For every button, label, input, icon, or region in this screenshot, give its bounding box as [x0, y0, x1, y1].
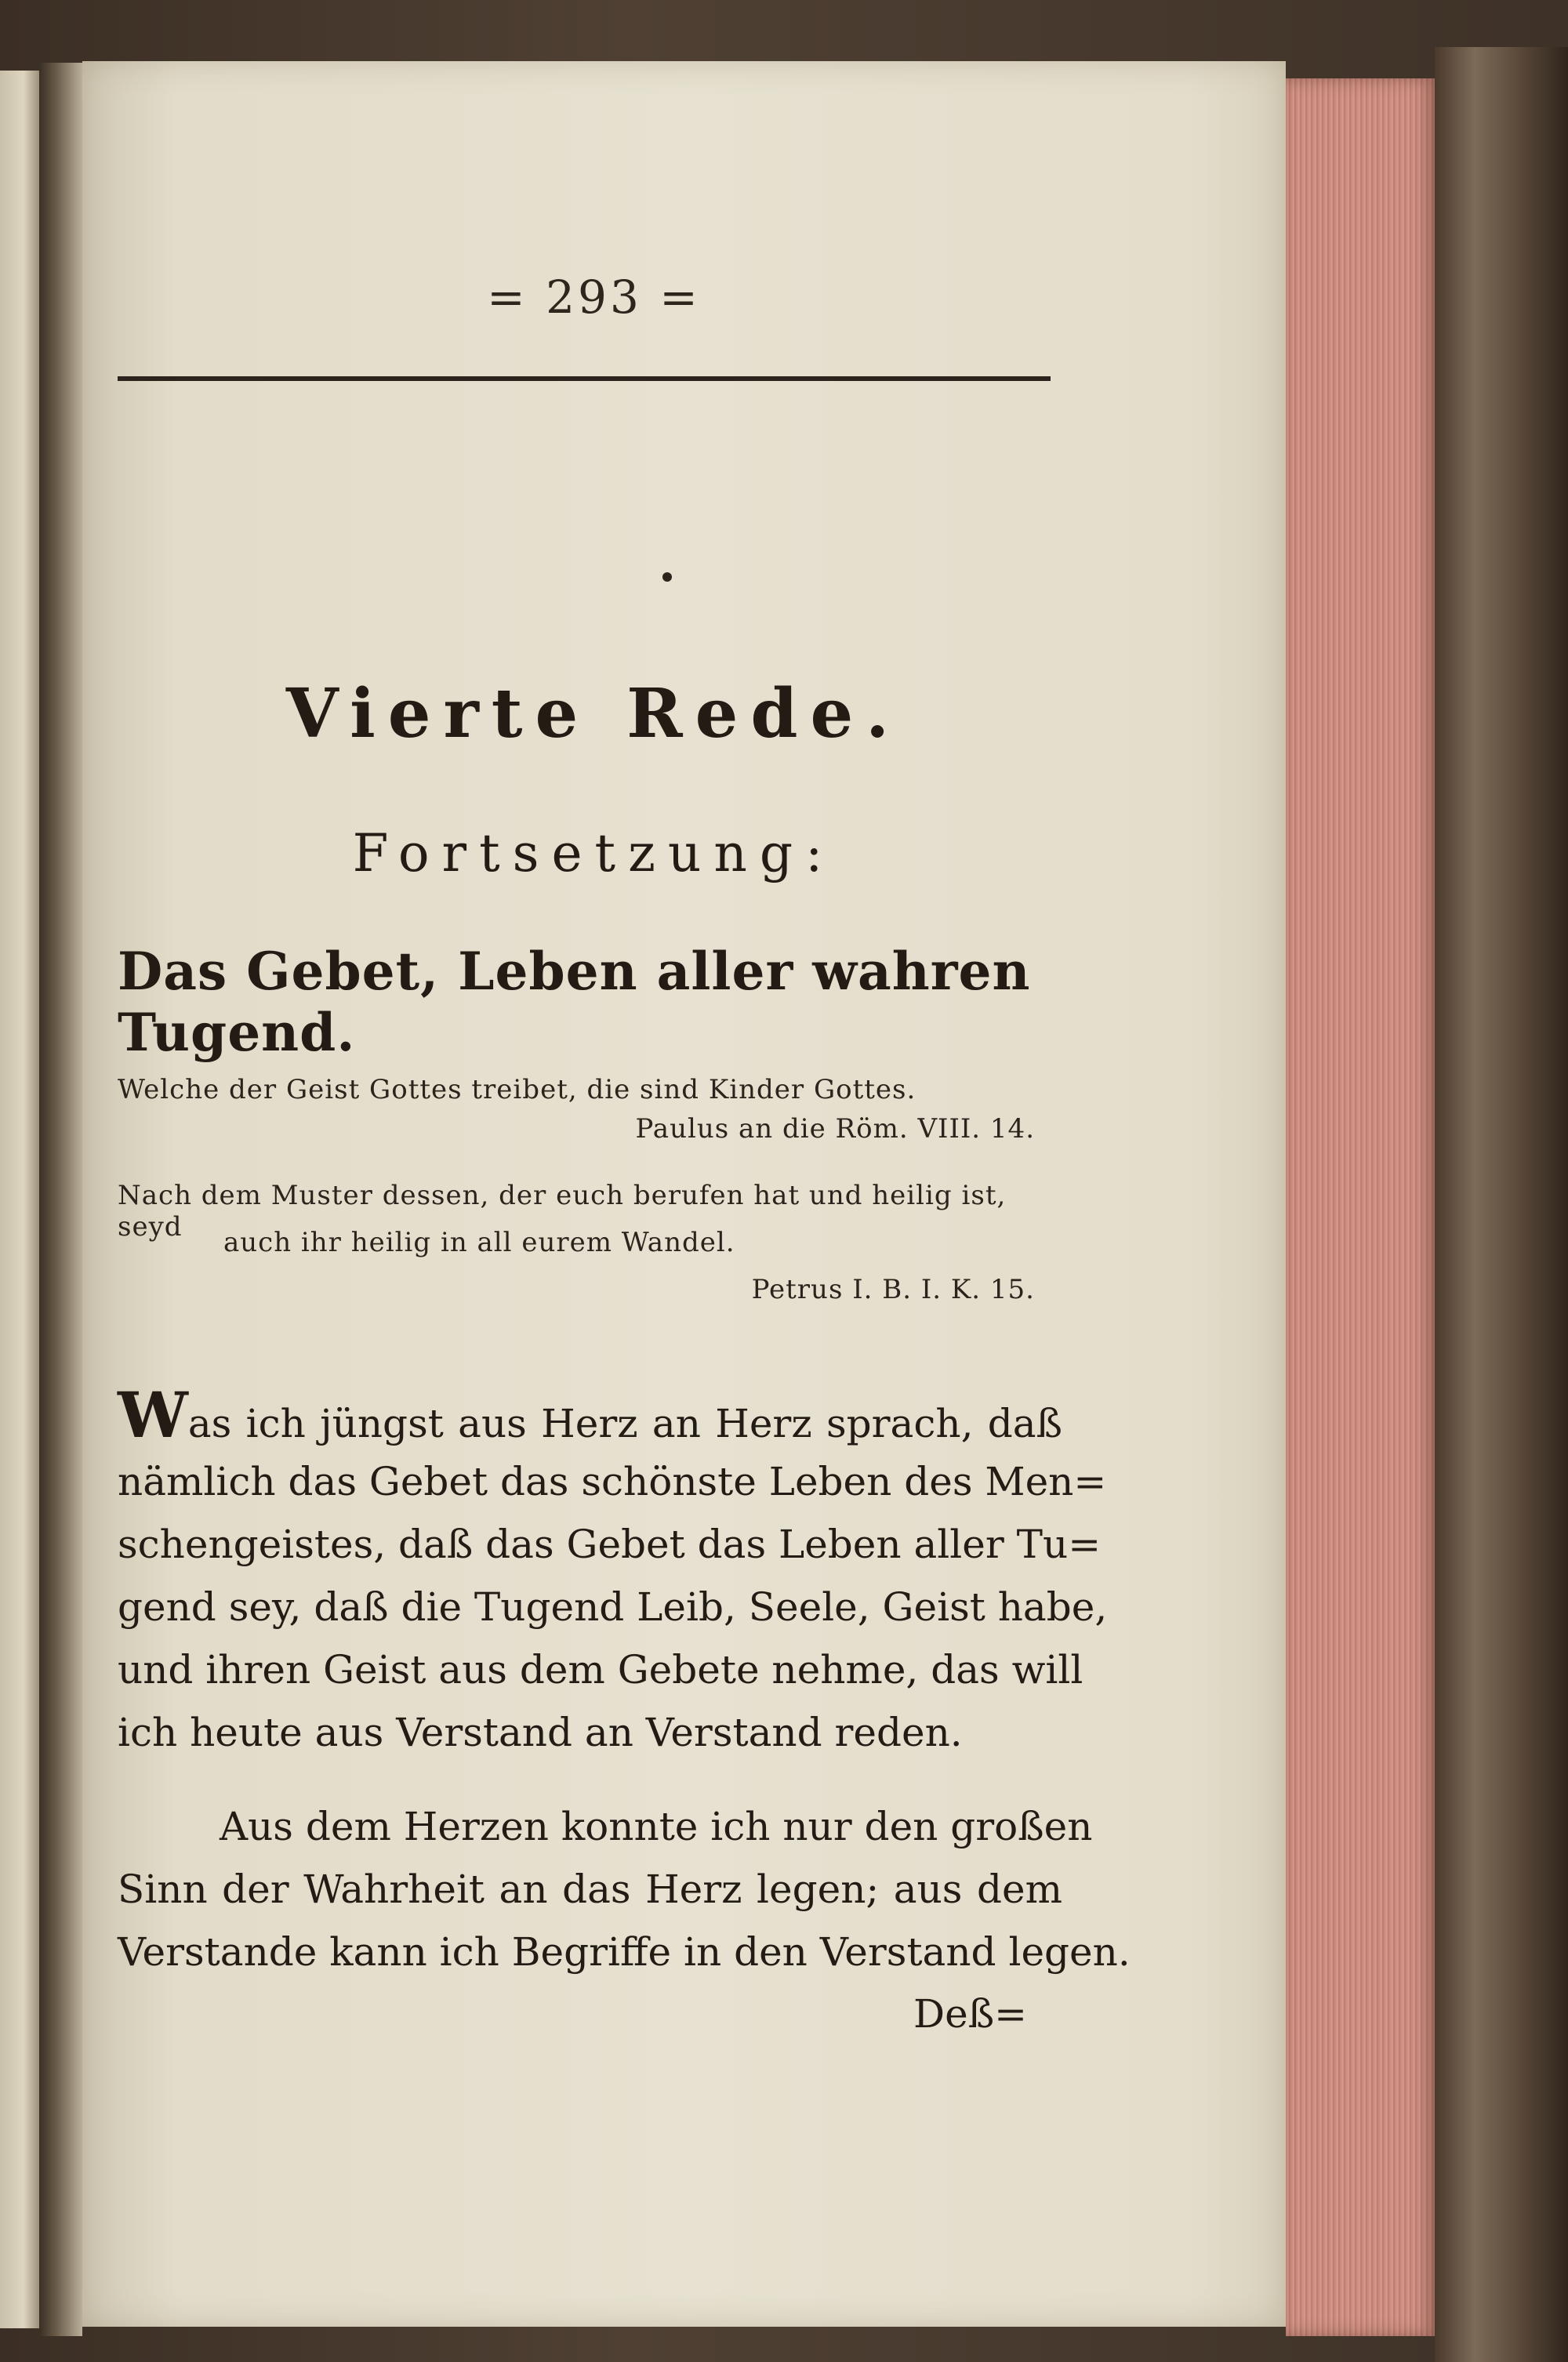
motto-line: Nach dem Muster dessen, der euch berufen hat und heilig ist, seyd [118, 1180, 1007, 1243]
drop-cap: W [118, 1378, 188, 1452]
chapter-subheading: Fortsetzung: [352, 823, 836, 883]
book-cover-edge [1435, 47, 1568, 2362]
ornament-dot [662, 572, 672, 582]
body-line-text: as ich jüngst aus Herz an Herz sprach, daß [187, 1401, 1062, 1446]
page-block-edges [1286, 78, 1435, 2336]
body-line [118, 1378, 1062, 1452]
body-line: Aus dem Herzen konnte ich nur den großen [220, 1804, 1093, 1849]
body-line: nämlich das Gebet das schönste Leben des Men= [118, 1459, 1107, 1504]
motto-citation: Paulus an die Röm. VIII. 14. [635, 1113, 1035, 1145]
catchword: Deß= [913, 1991, 1027, 2037]
page-number: = 293 = [487, 270, 701, 324]
book-gutter [39, 63, 82, 2336]
body-line: Sinn der Wahrheit an das Herz legen; aus dem [118, 1867, 1062, 1912]
header-rule [118, 376, 1051, 381]
body-line: gend sey, daß die Tugend Leib, Seele, Geist habe, [118, 1584, 1108, 1630]
motto-line: auch ihr heilig in all eurem Wandel. [223, 1227, 735, 1258]
motto-citation: Petrus I. B. I. K. 15. [751, 1274, 1035, 1305]
previous-page-edge [0, 71, 39, 2328]
chapter-title: Das Gebet, Leben aller wahren Tugend. [118, 941, 1031, 1063]
chapter-heading: Vierte Rede. [285, 674, 902, 753]
body-line: Verstande kann ich Begriffe in den Verstand legen. [118, 1929, 1131, 1975]
body-line: und ihren Geist aus dem Gebete nehme, das will [118, 1647, 1083, 1693]
body-line: ich heute aus Verstand an Verstand reden. [118, 1710, 963, 1755]
motto-line: Welche der Geist Gottes treibet, die sind Kinder Gottes. [118, 1074, 916, 1105]
body-line: schengeistes, daß das Gebet das Leben aller Tu= [118, 1522, 1102, 1567]
